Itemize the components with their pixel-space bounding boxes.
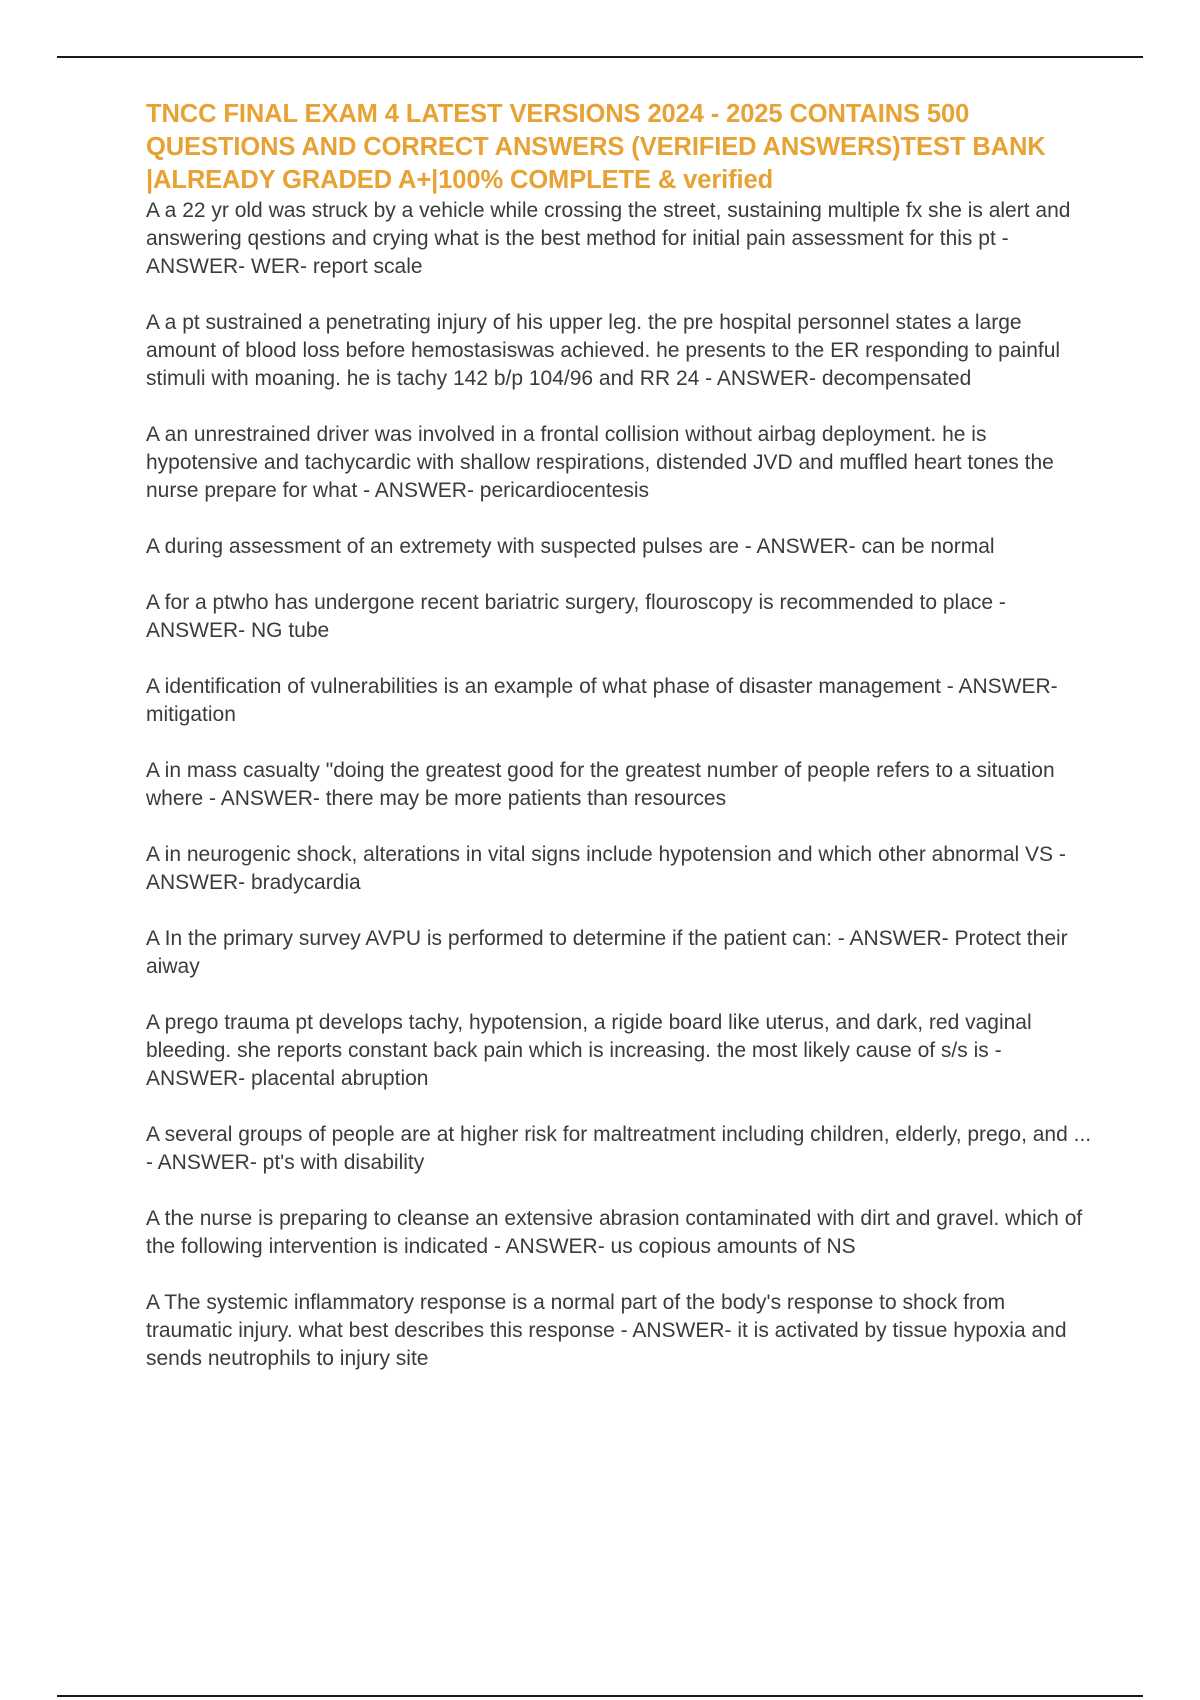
qa-item: A for a ptwho has undergone recent bariatric surgery, flouroscopy is recommended to place - ANSWER- NG tube xyxy=(146,591,1006,642)
qa-item: A during assessment of an extremety with suspected pulses are - ANSWER- can be normal xyxy=(146,535,995,558)
top-divider xyxy=(57,56,1143,58)
qa-item: A in mass casualty "doing the greatest good for the greatest number of people refers to a situation where - ANSWER- there may be more patients than resources xyxy=(146,759,1055,810)
qa-item: A a 22 yr old was struck by a vehicle while crossing the street, sustaining multiple fx she is alert and answering qestions and crying what is the best method for initial pain assessment for this pt - ANSWER- WER- report scale xyxy=(146,199,1071,278)
document-title: TNCC FINAL EXAM 4 LATEST VERSIONS 2024 - 2025 CONTAINS 500 QUESTIONS AND CORRECT ANSWERS (VERIFIED ANSWERS)TEST BANK |ALREADY GRADED A+|100% COMPLETE & verified xyxy=(146,100,1046,194)
qa-item: A a pt sustrained a penetrating injury of his upper leg. the pre hospital personnel states a large amount of blood loss before hemostasiswas achieved. he presents to the ER responding to painful stimuli with moaning. he is tachy 142 b/p 104/96 and RR 24 - ANSWER- decompensated xyxy=(146,311,1061,390)
qa-item: A the nurse is preparing to cleanse an extensive abrasion contaminated with dirt and gravel. which of the following intervention is indicated - ANSWER- us copious amounts of NS xyxy=(146,1207,1083,1258)
qa-item: A prego trauma pt develops tachy, hypotension, a rigide board like uterus, and dark, red vaginal bleeding. she reports constant back pain which is increasing. the most likely cause of s/s is - ANSWER- placental abruption xyxy=(146,1011,1032,1090)
qa-item: A In the primary survey AVPU is performed to determine if the patient can: - ANSWER- Protect their aiway xyxy=(146,927,1068,978)
document-body xyxy=(146,98,1096,1401)
bottom-divider xyxy=(57,1695,1143,1697)
qa-item: A The systemic inflammatory response is a normal part of the body's response to shock from traumatic injury. what best describes this response - ANSWER- it is activated by tissue hypoxia and sends neutrophils to injury site xyxy=(146,1291,1067,1370)
qa-item: A identification of vulnerabilities is an example of what phase of disaster management - ANSWER- mitigation xyxy=(146,675,1058,726)
qa-list xyxy=(146,197,1096,1373)
qa-item: A an unrestrained driver was involved in a frontal collision without airbag deployment. he is hypotensive and tachycardic with shallow respirations, distended JVD and muffled heart tones the nurse prepare for what - ANSWER- pericardiocentesis xyxy=(146,423,1054,502)
qa-item: A several groups of people are at higher risk for maltreatment including children, elderly, prego, and ... - ANSWER- pt's with disability xyxy=(146,1123,1092,1174)
qa-item: A in neurogenic shock, alterations in vital signs include hypotension and which other abnormal VS - ANSWER- bradycardia xyxy=(146,843,1066,894)
